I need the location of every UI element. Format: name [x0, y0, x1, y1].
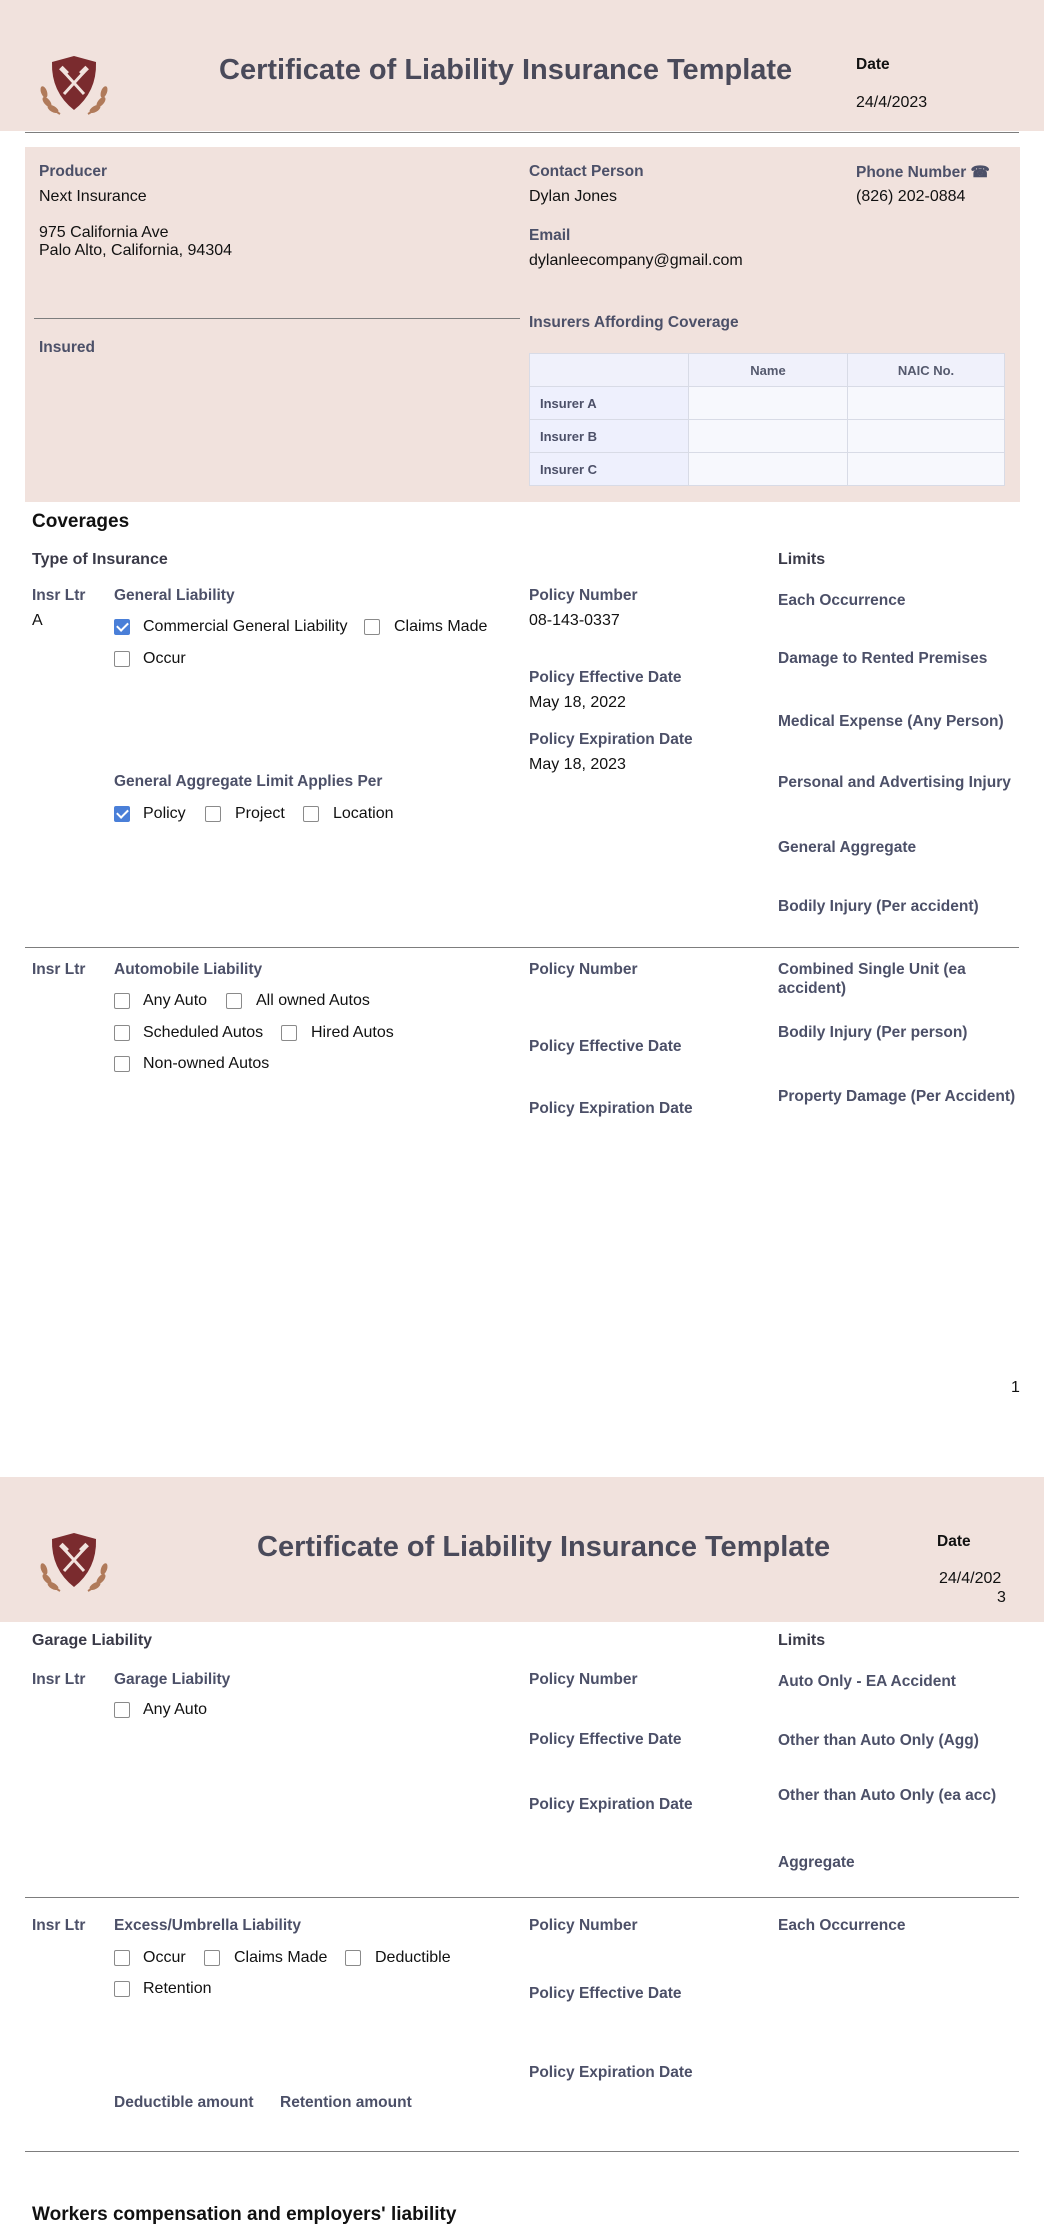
- contact-value: Dylan Jones: [529, 188, 618, 205]
- non-owned-autos-checkbox[interactable]: [114, 1056, 130, 1072]
- gl-limit-damage-rented: Damage to Rented Premises: [778, 650, 988, 667]
- any-auto-label: Any Auto: [143, 992, 208, 1009]
- scheduled-autos-label: Scheduled Autos: [143, 1024, 264, 1041]
- table-row: [530, 387, 1005, 420]
- hired-autos-checkbox[interactable]: [281, 1025, 297, 1041]
- insurer-b-naic-cell[interactable]: [848, 420, 1005, 453]
- commercial-general-liability-label: Commercial General Liability: [143, 618, 348, 635]
- retention-amount-label: Retention amount: [280, 2094, 412, 2111]
- auto-limit-combined-line1: Combined Single Unit (ea: [778, 961, 966, 978]
- commercial-general-liability-checkbox[interactable]: [114, 619, 130, 635]
- insured-label: Insured: [39, 339, 95, 356]
- garage-expiration-label: Policy Expiration Date: [529, 1796, 693, 1813]
- auto-heading: Automobile Liability: [114, 961, 263, 978]
- page-title: Certificate of Liability Insurance Template: [219, 54, 793, 86]
- claims-made-checkbox[interactable]: [364, 619, 380, 635]
- garage-insr-ltr-label: Insr Ltr: [32, 1671, 86, 1688]
- insurer-a-label: Insurer A: [530, 387, 689, 420]
- aggregate-heading: General Aggregate Limit Applies Per: [114, 773, 383, 790]
- gl-limit-each-occurrence: Each Occurrence: [778, 592, 906, 609]
- insurer-c-naic-cell[interactable]: [848, 453, 1005, 486]
- garage-limit-auto-only: Auto Only - EA Accident: [778, 1673, 956, 1690]
- excess-limit-each-occurrence: Each Occurrence: [778, 1917, 906, 1934]
- excess-retention-checkbox[interactable]: [114, 1981, 130, 1997]
- page-title: Certificate of Liability Insurance Template: [257, 1531, 831, 1563]
- company-logo: [34, 1529, 114, 1597]
- producer-address-line2: Palo Alto, California, 94304: [39, 242, 233, 259]
- section-divider: [25, 947, 1019, 948]
- claims-made-label: Claims Made: [394, 618, 488, 635]
- gl-policy-number-label: Policy Number: [529, 587, 638, 604]
- gl-limit-medical-expense: Medical Expense (Any Person): [778, 713, 1004, 730]
- insurer-a-name-cell[interactable]: [689, 387, 848, 420]
- excess-deductible-checkbox[interactable]: [345, 1950, 361, 1966]
- insurer-c-name-cell[interactable]: [689, 453, 848, 486]
- excess-deductible-label: Deductible: [375, 1949, 451, 1966]
- table-header-empty: [530, 354, 689, 387]
- insurer-b-name-cell[interactable]: [689, 420, 848, 453]
- insurer-a-naic-cell[interactable]: [848, 387, 1005, 420]
- insurers-table-header: [530, 354, 1005, 387]
- auto-expiration-label: Policy Expiration Date: [529, 1100, 693, 1117]
- insurers-label: Insurers Affording Coverage: [529, 314, 739, 331]
- email-value: dylanleecompany@gmail.com: [529, 252, 743, 269]
- occur-label: Occur: [143, 650, 186, 667]
- excess-effective-label: Policy Effective Date: [529, 1985, 682, 2002]
- gl-effective-value: May 18, 2022: [529, 694, 626, 711]
- page-number: 1: [1011, 1379, 1020, 1396]
- excess-insr-ltr-label: Insr Ltr: [32, 1917, 86, 1934]
- insured-divider: [34, 318, 520, 319]
- date-label: Date: [937, 1533, 971, 1550]
- auto-policy-number-label: Policy Number: [529, 961, 638, 978]
- producer-address-line1: 975 California Ave: [39, 224, 169, 241]
- all-owned-autos-label: All owned Autos: [256, 992, 370, 1009]
- garage-effective-label: Policy Effective Date: [529, 1731, 682, 1748]
- gl-insr-ltr-value: A: [32, 612, 43, 629]
- project-label: Project: [235, 805, 285, 822]
- date-label: Date: [856, 56, 890, 73]
- gl-insr-ltr-label: Insr Ltr: [32, 587, 86, 604]
- section-divider: [25, 1897, 1019, 1898]
- excess-expiration-label: Policy Expiration Date: [529, 2064, 693, 2081]
- garage-section-label: Garage Liability: [32, 1632, 153, 1649]
- company-logo: [34, 52, 114, 120]
- gl-heading: General Liability: [114, 587, 235, 604]
- location-checkbox[interactable]: [303, 806, 319, 822]
- table-header-name: Name: [689, 354, 848, 387]
- type-of-insurance-label: Type of Insurance: [32, 551, 168, 568]
- email-label: Email: [529, 227, 571, 244]
- garage-heading: Garage Liability: [114, 1671, 231, 1688]
- gl-policy-number-value: 08-143-0337: [529, 612, 620, 629]
- table-row: [530, 420, 1005, 453]
- date-value-line2: 3: [997, 1589, 1006, 1606]
- insurer-c-label: Insurer C: [530, 453, 689, 486]
- excess-policy-number-label: Policy Number: [529, 1917, 638, 1934]
- excess-occur-label: Occur: [143, 1949, 186, 1966]
- occur-checkbox[interactable]: [114, 651, 130, 667]
- gl-expiration-value: May 18, 2023: [529, 756, 626, 773]
- garage-limit-aggregate: Aggregate: [778, 1854, 855, 1871]
- phone-label: Phone Number ☎: [856, 164, 990, 181]
- excess-occur-checkbox[interactable]: [114, 1950, 130, 1966]
- header-divider: [25, 132, 1019, 133]
- garage-limit-other-agg: Other than Auto Only (Agg): [778, 1732, 979, 1749]
- garage-any-auto-label: Any Auto: [143, 1701, 208, 1718]
- hired-autos-label: Hired Autos: [311, 1024, 394, 1041]
- non-owned-autos-label: Non-owned Autos: [143, 1055, 270, 1072]
- garage-limit-other-ea: Other than Auto Only (ea acc): [778, 1787, 997, 1804]
- policy-label: Policy: [143, 805, 186, 822]
- garage-policy-number-label: Policy Number: [529, 1671, 638, 1688]
- gl-effective-label: Policy Effective Date: [529, 669, 682, 686]
- date-value: 24/4/2023: [856, 94, 928, 111]
- excess-claims-made-checkbox[interactable]: [204, 1950, 220, 1966]
- auto-limit-property-damage: Property Damage (Per Accident): [778, 1088, 1016, 1105]
- contact-label: Contact Person: [529, 163, 644, 180]
- workers-comp-heading: Workers compensation and employers' liability: [32, 2204, 457, 2225]
- limits-label: Limits: [778, 551, 826, 568]
- section-divider: [25, 2151, 1019, 2152]
- scheduled-autos-checkbox[interactable]: [114, 1025, 130, 1041]
- limits-label: Limits: [778, 1632, 826, 1649]
- auto-effective-label: Policy Effective Date: [529, 1038, 682, 1055]
- coverages-heading: Coverages: [32, 511, 130, 532]
- table-header-naic: NAIC No.: [848, 354, 1005, 387]
- gl-limit-bodily-injury: Bodily Injury (Per accident): [778, 898, 979, 915]
- policy-checkbox[interactable]: [114, 806, 130, 822]
- producer-name: Next Insurance: [39, 188, 147, 205]
- auto-limit-bodily-injury: Bodily Injury (Per person): [778, 1024, 968, 1041]
- deductible-amount-label: Deductible amount: [114, 2094, 254, 2111]
- gl-limit-personal-advertising: Personal and Advertising Injury: [778, 774, 1011, 791]
- location-label: Location: [333, 805, 394, 822]
- table-row: [530, 453, 1005, 486]
- gl-limit-general-aggregate: General Aggregate: [778, 839, 917, 856]
- insurer-b-label: Insurer B: [530, 420, 689, 453]
- excess-claims-made-label: Claims Made: [234, 1949, 328, 1966]
- producer-label: Producer: [39, 163, 108, 180]
- any-auto-checkbox[interactable]: [114, 993, 130, 1009]
- phone-value: (826) 202-0884: [856, 188, 966, 205]
- excess-retention-label: Retention: [143, 1980, 212, 1997]
- excess-heading: Excess/Umbrella Liability: [114, 1917, 301, 1934]
- all-owned-autos-checkbox[interactable]: [226, 993, 242, 1009]
- auto-limit-combined-line2: accident): [778, 980, 847, 997]
- date-value-line1: 24/4/202: [939, 1570, 1002, 1587]
- project-checkbox[interactable]: [205, 806, 221, 822]
- auto-insr-ltr-label: Insr Ltr: [32, 961, 86, 978]
- garage-any-auto-checkbox[interactable]: [114, 1702, 130, 1718]
- insurers-table: [529, 353, 1005, 486]
- gl-expiration-label: Policy Expiration Date: [529, 731, 693, 748]
